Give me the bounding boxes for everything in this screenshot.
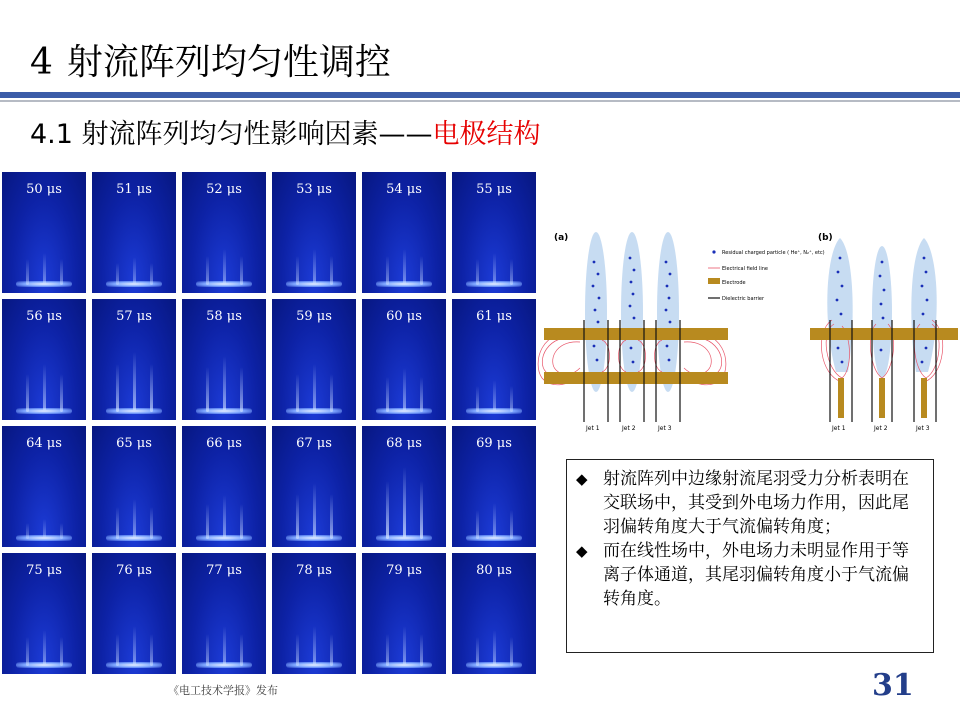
plasma-streak	[206, 256, 209, 285]
plume-a3	[657, 232, 679, 392]
frame-time-label: 65 μs	[116, 436, 152, 451]
analysis-notes	[566, 459, 934, 653]
plasma-streak	[313, 483, 316, 539]
plasma-streak	[296, 374, 299, 412]
plasma-streak	[386, 634, 389, 666]
legend-barrier: Dielectric barrier	[722, 296, 765, 302]
frame-image	[2, 553, 86, 674]
legend-field: Electrical field line	[722, 266, 768, 272]
plasma-streak	[330, 634, 333, 666]
frame-image	[182, 553, 266, 674]
frame-time-label: 68 μs	[386, 436, 422, 451]
plasma-streak	[420, 481, 423, 539]
frame-image	[362, 426, 446, 547]
plasma-streak	[223, 495, 226, 539]
plasma-streak	[420, 634, 423, 666]
frame-image	[92, 553, 176, 674]
plasma-streak	[116, 263, 119, 285]
frame-time-label: 58 μs	[206, 309, 242, 324]
jet-label-b1: Jet 1	[832, 425, 846, 432]
plasma-streak	[420, 377, 423, 412]
page-number: 31	[872, 668, 914, 703]
title-rule	[0, 92, 960, 98]
frame-image	[272, 426, 356, 547]
plasma-streak	[386, 377, 389, 412]
note-item	[567, 539, 933, 611]
plasma-streak	[510, 637, 513, 666]
frame-time-label: 80 μs	[476, 563, 512, 578]
plasma-streak	[43, 364, 46, 412]
plasma-streak	[330, 494, 333, 539]
diamond-bullet-icon: ◆	[576, 470, 588, 488]
plasma-streak	[223, 626, 226, 666]
frame-image	[2, 426, 86, 547]
plasma-streak	[240, 634, 243, 666]
plasma-streak	[493, 253, 496, 285]
jet-label-a3: Jet 3	[658, 425, 672, 432]
frame-image	[182, 426, 266, 547]
frame-time-label: 59 μs	[296, 309, 332, 324]
legend-particle: Residual charged particle ( He⁺, N₂⁺, etc)	[722, 250, 825, 256]
plasma-streak	[493, 630, 496, 666]
plasma-streak	[313, 249, 316, 285]
plasma-streak	[150, 507, 153, 539]
frame-image	[182, 172, 266, 293]
frame-image	[92, 426, 176, 547]
frame-time-label: 56 μs	[26, 309, 62, 324]
frame-time-label: 77 μs	[206, 563, 242, 578]
plasma-streak	[43, 630, 46, 666]
plasma-streak	[206, 367, 209, 412]
panel-a	[538, 232, 728, 432]
plasma-streak	[296, 256, 299, 285]
frame-time-label: 79 μs	[386, 563, 422, 578]
frame-time-label: 51 μs	[116, 182, 152, 197]
plasma-streak	[476, 259, 479, 285]
frame-image	[92, 299, 176, 420]
plasma-streak	[223, 356, 226, 412]
note-text: 而在线性场中，外电场力未明显作用于等离子体通道，其尾羽偏转角度小于气流偏转角度。	[603, 541, 909, 609]
frame-time-label: 60 μs	[386, 309, 422, 324]
jet-label-a1: Jet 1	[586, 425, 600, 432]
section-number: 4	[30, 42, 53, 83]
frame-image	[272, 172, 356, 293]
plasma-streak	[133, 626, 136, 666]
frame-time-label: 78 μs	[296, 563, 332, 578]
frame-time-label: 75 μs	[26, 563, 62, 578]
frame-image	[362, 299, 446, 420]
slide-title	[30, 34, 391, 85]
electrode-b-rod2	[879, 378, 885, 418]
plasma-streak	[240, 504, 243, 539]
frame-time-label: 61 μs	[476, 309, 512, 324]
panel-b-label: (b)	[818, 233, 833, 243]
note-text: 射流阵列中边缘射流尾羽受力分析表明在交联场中，其受到外电场力作用，因此尾羽偏转角度大于气流偏转角度；	[603, 469, 909, 537]
plasma-streak	[493, 380, 496, 412]
plume-a2	[621, 232, 643, 392]
image-sequence-grid	[0, 170, 540, 674]
frame-time-label: 64 μs	[26, 436, 62, 451]
frame-time-label: 76 μs	[116, 563, 152, 578]
plasma-streak	[420, 256, 423, 285]
plasma-streak	[476, 510, 479, 539]
subtitle-highlight: 电极结构	[432, 119, 541, 150]
plasma-streak	[150, 263, 153, 285]
frame-time-label: 55 μs	[476, 182, 512, 197]
plasma-streak	[60, 523, 63, 539]
plasma-streak	[206, 634, 209, 666]
frame-time-label: 52 μs	[206, 182, 242, 197]
plasma-streak	[476, 386, 479, 412]
frame-time-label: 53 μs	[296, 182, 332, 197]
plasma-streak	[493, 503, 496, 539]
frame-image	[2, 299, 86, 420]
subtitle-prefix: 4.1 射流阵列均匀性影响因素——	[30, 119, 433, 150]
footer-source: 《电工技术学报》发布	[168, 684, 278, 697]
plasma-streak	[403, 249, 406, 285]
slide-subtitle	[30, 112, 541, 151]
frame-image	[272, 299, 356, 420]
plasma-streak	[26, 259, 29, 285]
frame-image	[452, 553, 536, 674]
plasma-streak	[313, 626, 316, 666]
plasma-streak	[26, 374, 29, 412]
plasma-streak	[510, 386, 513, 412]
frame-time-label: 50 μs	[26, 182, 62, 197]
plasma-streak	[330, 256, 333, 285]
plasma-streak	[116, 634, 119, 666]
plume-a1	[585, 232, 607, 392]
legend-electrode: Electrode	[722, 280, 746, 286]
title-text: 射流阵列均匀性调控	[66, 42, 391, 83]
frame-time-label: 57 μs	[116, 309, 152, 324]
frame-image	[362, 172, 446, 293]
plasma-streak	[403, 626, 406, 666]
legend-particle-swatch	[712, 250, 715, 253]
plasma-streak	[510, 510, 513, 539]
plasma-streak	[403, 368, 406, 412]
plasma-streak	[133, 257, 136, 285]
frame-image	[2, 172, 86, 293]
plasma-streak	[150, 634, 153, 666]
plasma-streak	[133, 499, 136, 539]
frame-image	[362, 553, 446, 674]
plasma-streak	[116, 364, 119, 412]
plasma-streak	[510, 259, 513, 285]
legend	[708, 250, 825, 302]
plasma-streak	[240, 367, 243, 412]
plasma-streak	[43, 253, 46, 285]
plasma-streak	[296, 494, 299, 539]
electrode-b-rod1	[838, 378, 844, 418]
plasma-streak	[116, 507, 119, 539]
panel-b	[810, 233, 958, 432]
electrode-a-top	[544, 328, 728, 340]
plasma-streak	[26, 523, 29, 539]
plasma-streak	[206, 504, 209, 539]
frame-image	[272, 553, 356, 674]
frame-image	[92, 172, 176, 293]
frame-time-label: 66 μs	[206, 436, 242, 451]
plasma-streak	[330, 374, 333, 412]
frame-image	[452, 426, 536, 547]
plasma-streak	[403, 467, 406, 539]
frame-image	[452, 172, 536, 293]
plume-b2	[872, 246, 892, 378]
electrode-b-rod3	[921, 378, 927, 418]
frame-time-label: 69 μs	[476, 436, 512, 451]
plasma-streak	[386, 481, 389, 539]
frame-time-label: 54 μs	[386, 182, 422, 197]
frame-time-label: 67 μs	[296, 436, 332, 451]
plasma-streak	[313, 364, 316, 412]
plasma-streak	[133, 352, 136, 412]
plasma-streak	[60, 259, 63, 285]
plasma-streak	[476, 637, 479, 666]
jet-label-b3: Jet 3	[916, 425, 930, 432]
plasma-streak	[386, 256, 389, 285]
electrode-diagram	[536, 222, 960, 440]
plasma-streak	[296, 634, 299, 666]
plasma-streak	[60, 374, 63, 412]
frame-image	[182, 299, 266, 420]
plasma-streak	[240, 256, 243, 285]
jet-label-b2: Jet 2	[874, 425, 888, 432]
diamond-bullet-icon: ◆	[576, 542, 588, 560]
jet-label-a2: Jet 2	[622, 425, 636, 432]
panel-a-label: (a)	[554, 233, 569, 243]
plasma-streak	[60, 637, 63, 666]
frame-image	[452, 299, 536, 420]
electrode-a-bottom	[544, 372, 728, 384]
plasma-streak	[26, 637, 29, 666]
title-rule-secondary	[0, 100, 960, 102]
plasma-streak	[150, 364, 153, 412]
plasma-streak	[43, 519, 46, 539]
legend-electrode-swatch	[708, 278, 720, 284]
plasma-streak	[223, 249, 226, 285]
note-item	[567, 467, 933, 539]
